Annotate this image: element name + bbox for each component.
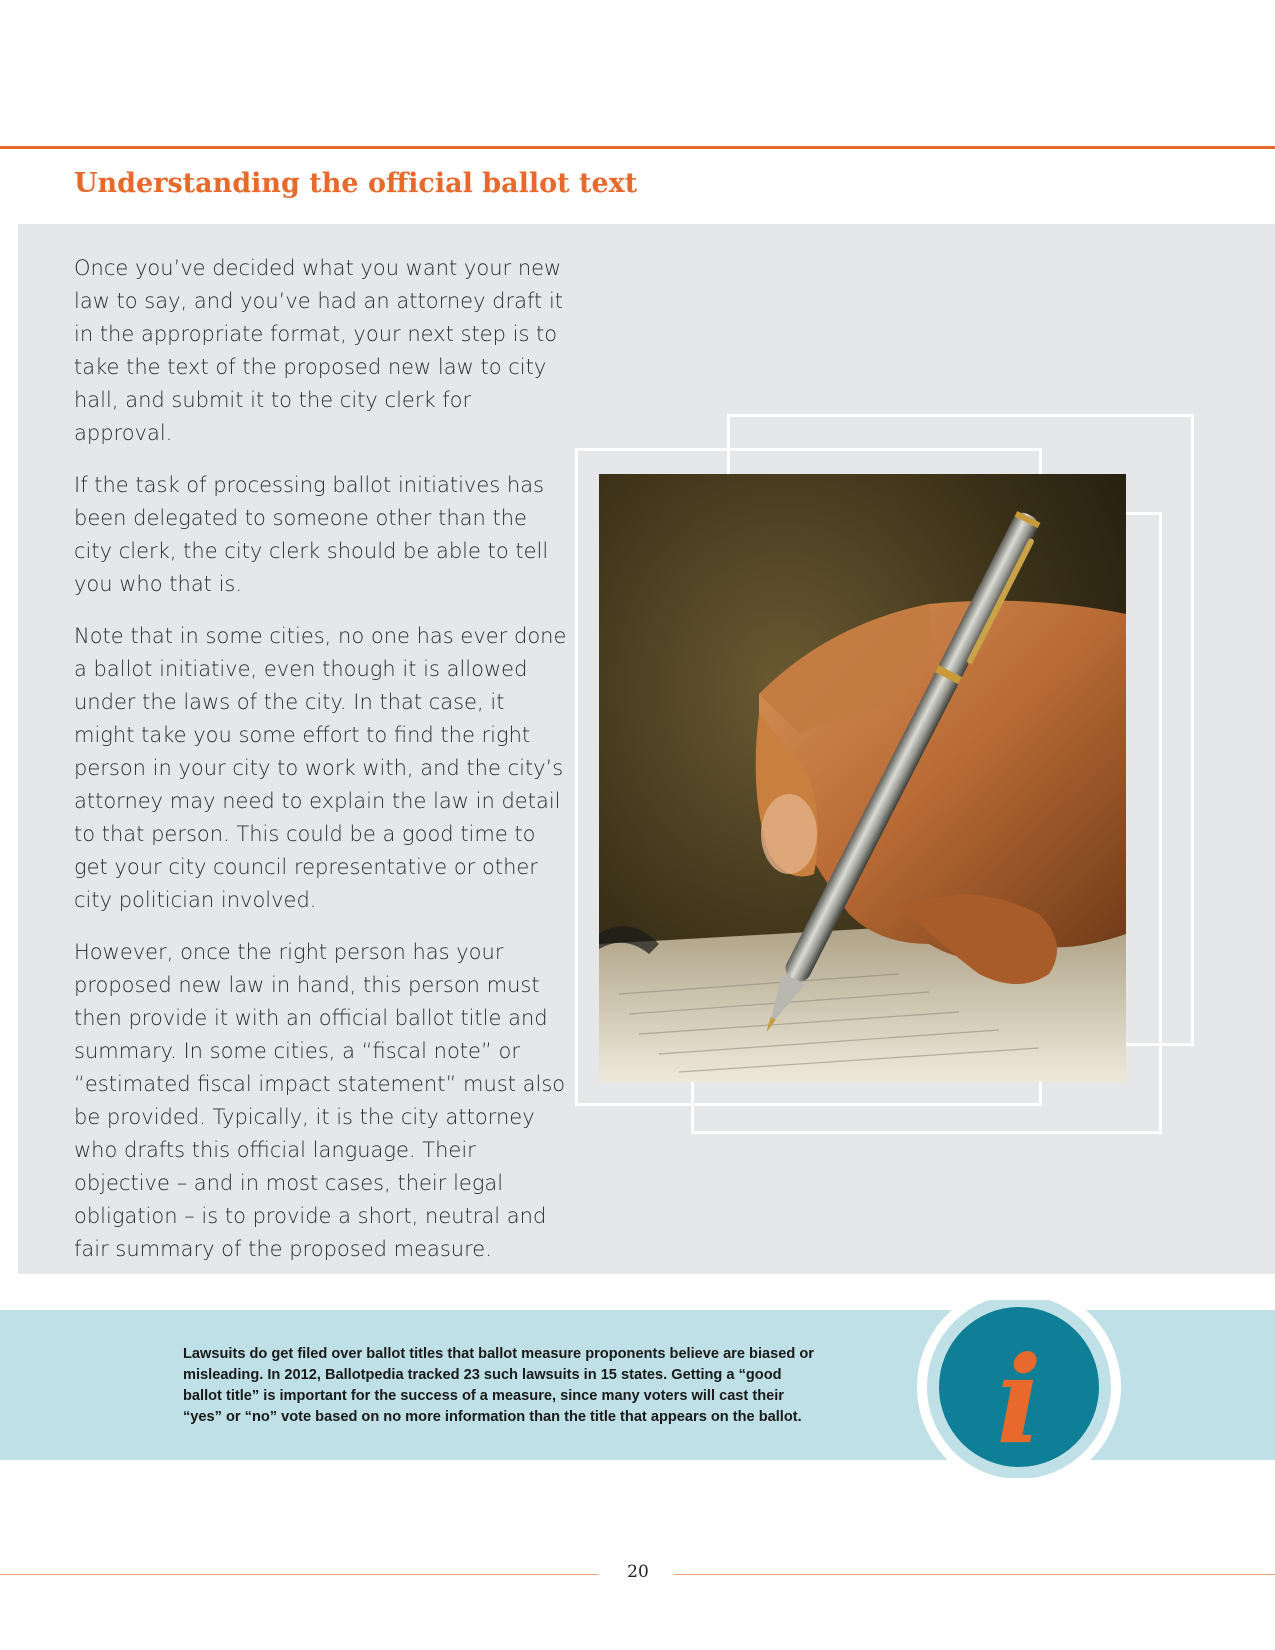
info-box-text: Lawsuits do get filed over ballot titles that ballot measure proponents believe are biased or misleading. In 2012, Ballotpedia tracked 23 such lawsuits in 15 states. Getting a “good ballot title” is important for the success of a measure, since many voters will cast their “yes” or “no” vote based on no more information than the title that appears on the ballot. [183,1346,814,1425]
section-title: Understanding the official ballot text [74,168,638,199]
footer-rule-right [674,1574,1275,1575]
footer-rule-left [0,1574,598,1575]
paragraph-3: Note that in some cities, no one has ever done a ballot initiative, even though it is allowed under the laws of the city. In that case, it might take you some effort to find the right person in your city to work with, and the city’s attorney may need to explain the law in detail to that person. This could be a good time to get your city council representative or other city politician involved. [74,624,567,912]
paragraph-2: If the task of processing ballot initiatives has been delegated to someone other than the city clerk, the city clerk should be able to tell you who that is. [74,473,549,596]
info-icon [916,1300,1122,1478]
hand-writing-with-pen-photo [599,474,1126,1082]
top-orange-rule [0,146,1275,149]
paragraph-4: However, once the right person has your proposed new law in hand, this person must then provide it with an official ballot title and summary. In some cities, a “fiscal note” or “estimated fiscal impact statement” must also be provided. Typically, it is the city attorney who drafts this official language. Their objective – and in most cases, their legal obligation – is to provide a short, neutral and fair summary of the proposed measure. [74,940,566,1261]
info-icon-letter: i [996,1330,1042,1471]
paragraph-1: Once you’ve decided what you want your new law to say, and you’ve had an attorney draft it in the appropriate format, your next step is to take the text of the proposed new law to city hall, and submit it to the city clerk for approval. [74,256,564,445]
page-number: 20 [627,1562,649,1582]
body-text [74,252,569,1285]
